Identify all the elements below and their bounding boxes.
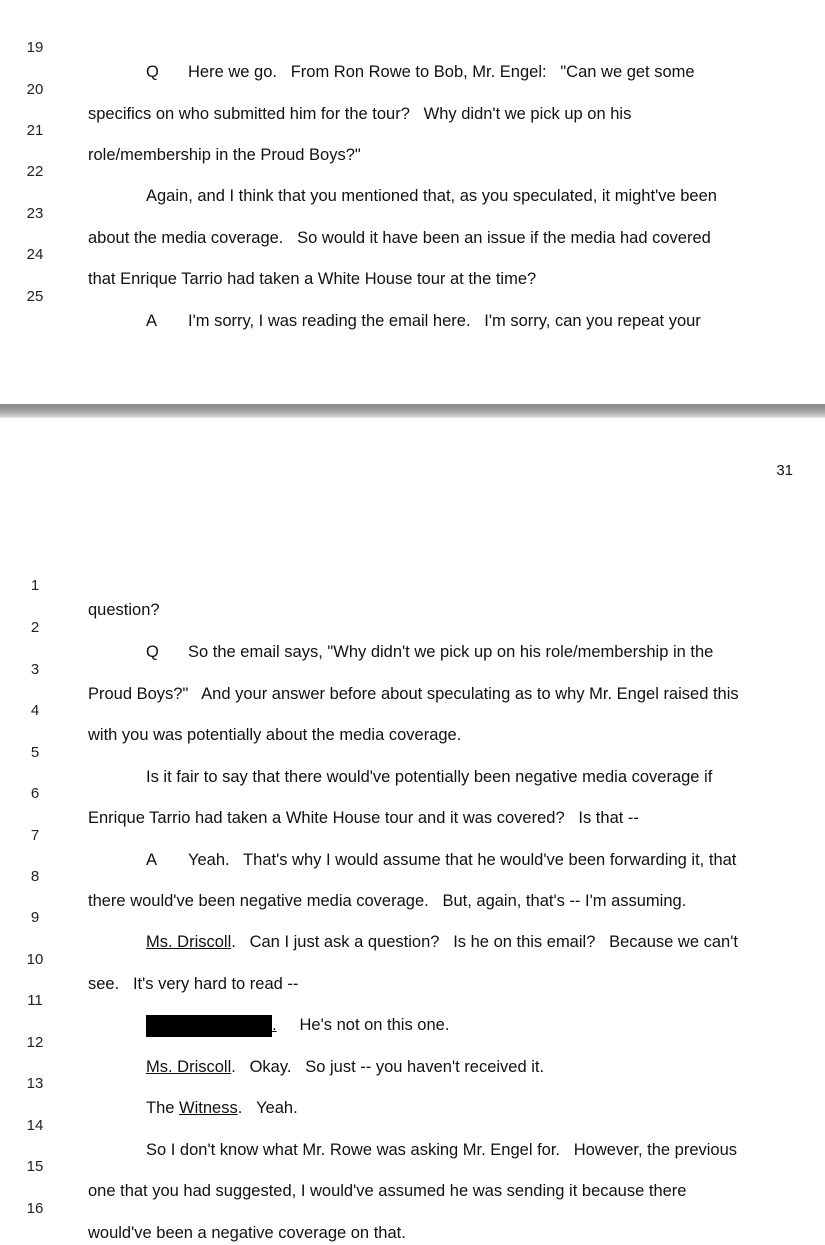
line-text: Yeah. That's why I would assume that he would've been forwarding it, that	[188, 851, 737, 869]
line-text: about the media coverage. So would it have been an issue if the media had covered	[88, 229, 711, 247]
line-number: 25	[26, 288, 44, 305]
line-text: So the email says, "Why didn't we pick up on his role/membership in the	[188, 643, 714, 661]
transcript-line	[0, 550, 825, 619]
transcript-line	[0, 758, 825, 827]
transcript-line	[0, 1131, 825, 1200]
transcript-line	[0, 634, 825, 703]
line-text: So I don't know what Mr. Rowe was asking Mr. Engel for. However, the previous	[146, 1141, 738, 1159]
line-number: 20	[26, 81, 44, 98]
line-number: 19	[26, 39, 44, 56]
line-text: Can I just ask a question? Is he on this email? Because we can't	[249, 933, 738, 951]
line-number: 21	[26, 122, 44, 139]
line-text: Again, and I think that you mentioned that, as you speculated, it might've been	[146, 187, 717, 205]
line-number: 1	[30, 577, 40, 594]
line-text: Yeah.	[256, 1099, 298, 1117]
line-text: Is it fair to say that there would've potentially been negative media coverage if	[146, 768, 713, 786]
line-number: 23	[26, 205, 44, 222]
line-number: 22	[26, 163, 44, 180]
transcript-line	[0, 54, 825, 123]
speaker-prefix: The	[146, 1099, 175, 1117]
line-number: 6	[30, 785, 40, 802]
line-number: 24	[26, 246, 44, 263]
transcript-line	[0, 12, 825, 81]
transcript-line	[0, 800, 825, 869]
transcript-line	[0, 178, 825, 247]
speaker-name: Ms. Driscoll	[146, 1058, 232, 1076]
transcript-line: 12 Ms. Driscoll. Okay. So just -- you haven't received it.	[0, 1007, 825, 1031]
line-text: specifics on who submitted him for the tour? Why didn't we pick up on his	[88, 105, 632, 123]
transcript-line: 13 The Witness. Yeah.	[0, 1048, 825, 1072]
transcript-line	[0, 219, 825, 288]
line-text: that Enrique Tarrio had taken a White House tour at the time?	[88, 270, 537, 288]
redaction-suffix: .	[272, 1016, 277, 1034]
line-text: Here we go. From Ron Rowe to Bob, Mr. Engel: "Can we get some	[188, 63, 695, 81]
transcript-line	[0, 924, 825, 993]
line-text: question?	[88, 601, 160, 619]
transcript-line	[0, 965, 825, 1034]
speaker-label: A	[146, 851, 158, 869]
transcript-page-top	[0, 0, 825, 404]
line-text: He's not on this one.	[299, 1016, 450, 1034]
line-number: 10	[26, 951, 44, 968]
line-text: would've been a negative coverage on that.	[88, 1224, 406, 1242]
line-number: 11	[27, 992, 43, 1009]
transcript-line	[0, 95, 825, 164]
page-break-divider	[0, 404, 825, 418]
transcript-line	[0, 841, 825, 910]
line-number: 8	[30, 868, 40, 885]
line-text: Proud Boys?" And your answer before about speculating as to why Mr. Engel raised this	[88, 685, 739, 703]
transcript-line	[0, 1090, 825, 1159]
line-number: 4	[30, 702, 40, 719]
line-text: with you was potentially about the media coverage.	[88, 726, 462, 744]
line-number: 15	[26, 1158, 44, 1175]
line-number: 2	[30, 619, 40, 636]
transcript-line	[0, 136, 825, 205]
speaker-label: A	[146, 312, 158, 330]
line-text: one that you had suggested, I would've assumed he was sending it because there	[88, 1182, 687, 1200]
transcript-line	[0, 592, 825, 661]
transcript-line	[0, 717, 825, 786]
line-text: Enrique Tarrio had taken a White House tour and it was covered? Is that --	[88, 809, 639, 827]
transcript-line: 9 Ms. Driscoll. Can I just ask a question? Is he on this email? Because we can't	[0, 882, 825, 906]
line-number: 16	[26, 1200, 44, 1217]
line-text: see. It's very hard to read --	[88, 975, 299, 993]
speaker-name: Ms. Driscoll	[146, 933, 232, 951]
line-number: 5	[30, 744, 40, 761]
speaker-label: Q	[146, 643, 159, 661]
line-text: there would've been negative media coverage. But, again, that's -- I'm assuming.	[88, 892, 687, 910]
transcript-line	[0, 261, 825, 330]
line-number: 7	[30, 827, 40, 844]
transcript-line	[0, 1173, 825, 1242]
speaker-label: Q	[146, 63, 159, 81]
line-number: 13	[26, 1075, 44, 1092]
speaker-name: Witness	[179, 1099, 238, 1117]
transcript-line	[0, 675, 825, 744]
line-number: 14	[26, 1117, 44, 1134]
line-text: Okay. So just -- you haven't received it.	[249, 1058, 545, 1076]
line-number: 12	[26, 1034, 44, 1051]
line-number: 3	[30, 661, 40, 678]
line-text: role/membership in the Proud Boys?"	[88, 146, 361, 164]
page-number: 31	[776, 462, 793, 479]
line-number: 9	[30, 909, 40, 926]
line-text: I'm sorry, I was reading the email here. I'm sorry, can you repeat your	[188, 312, 701, 330]
